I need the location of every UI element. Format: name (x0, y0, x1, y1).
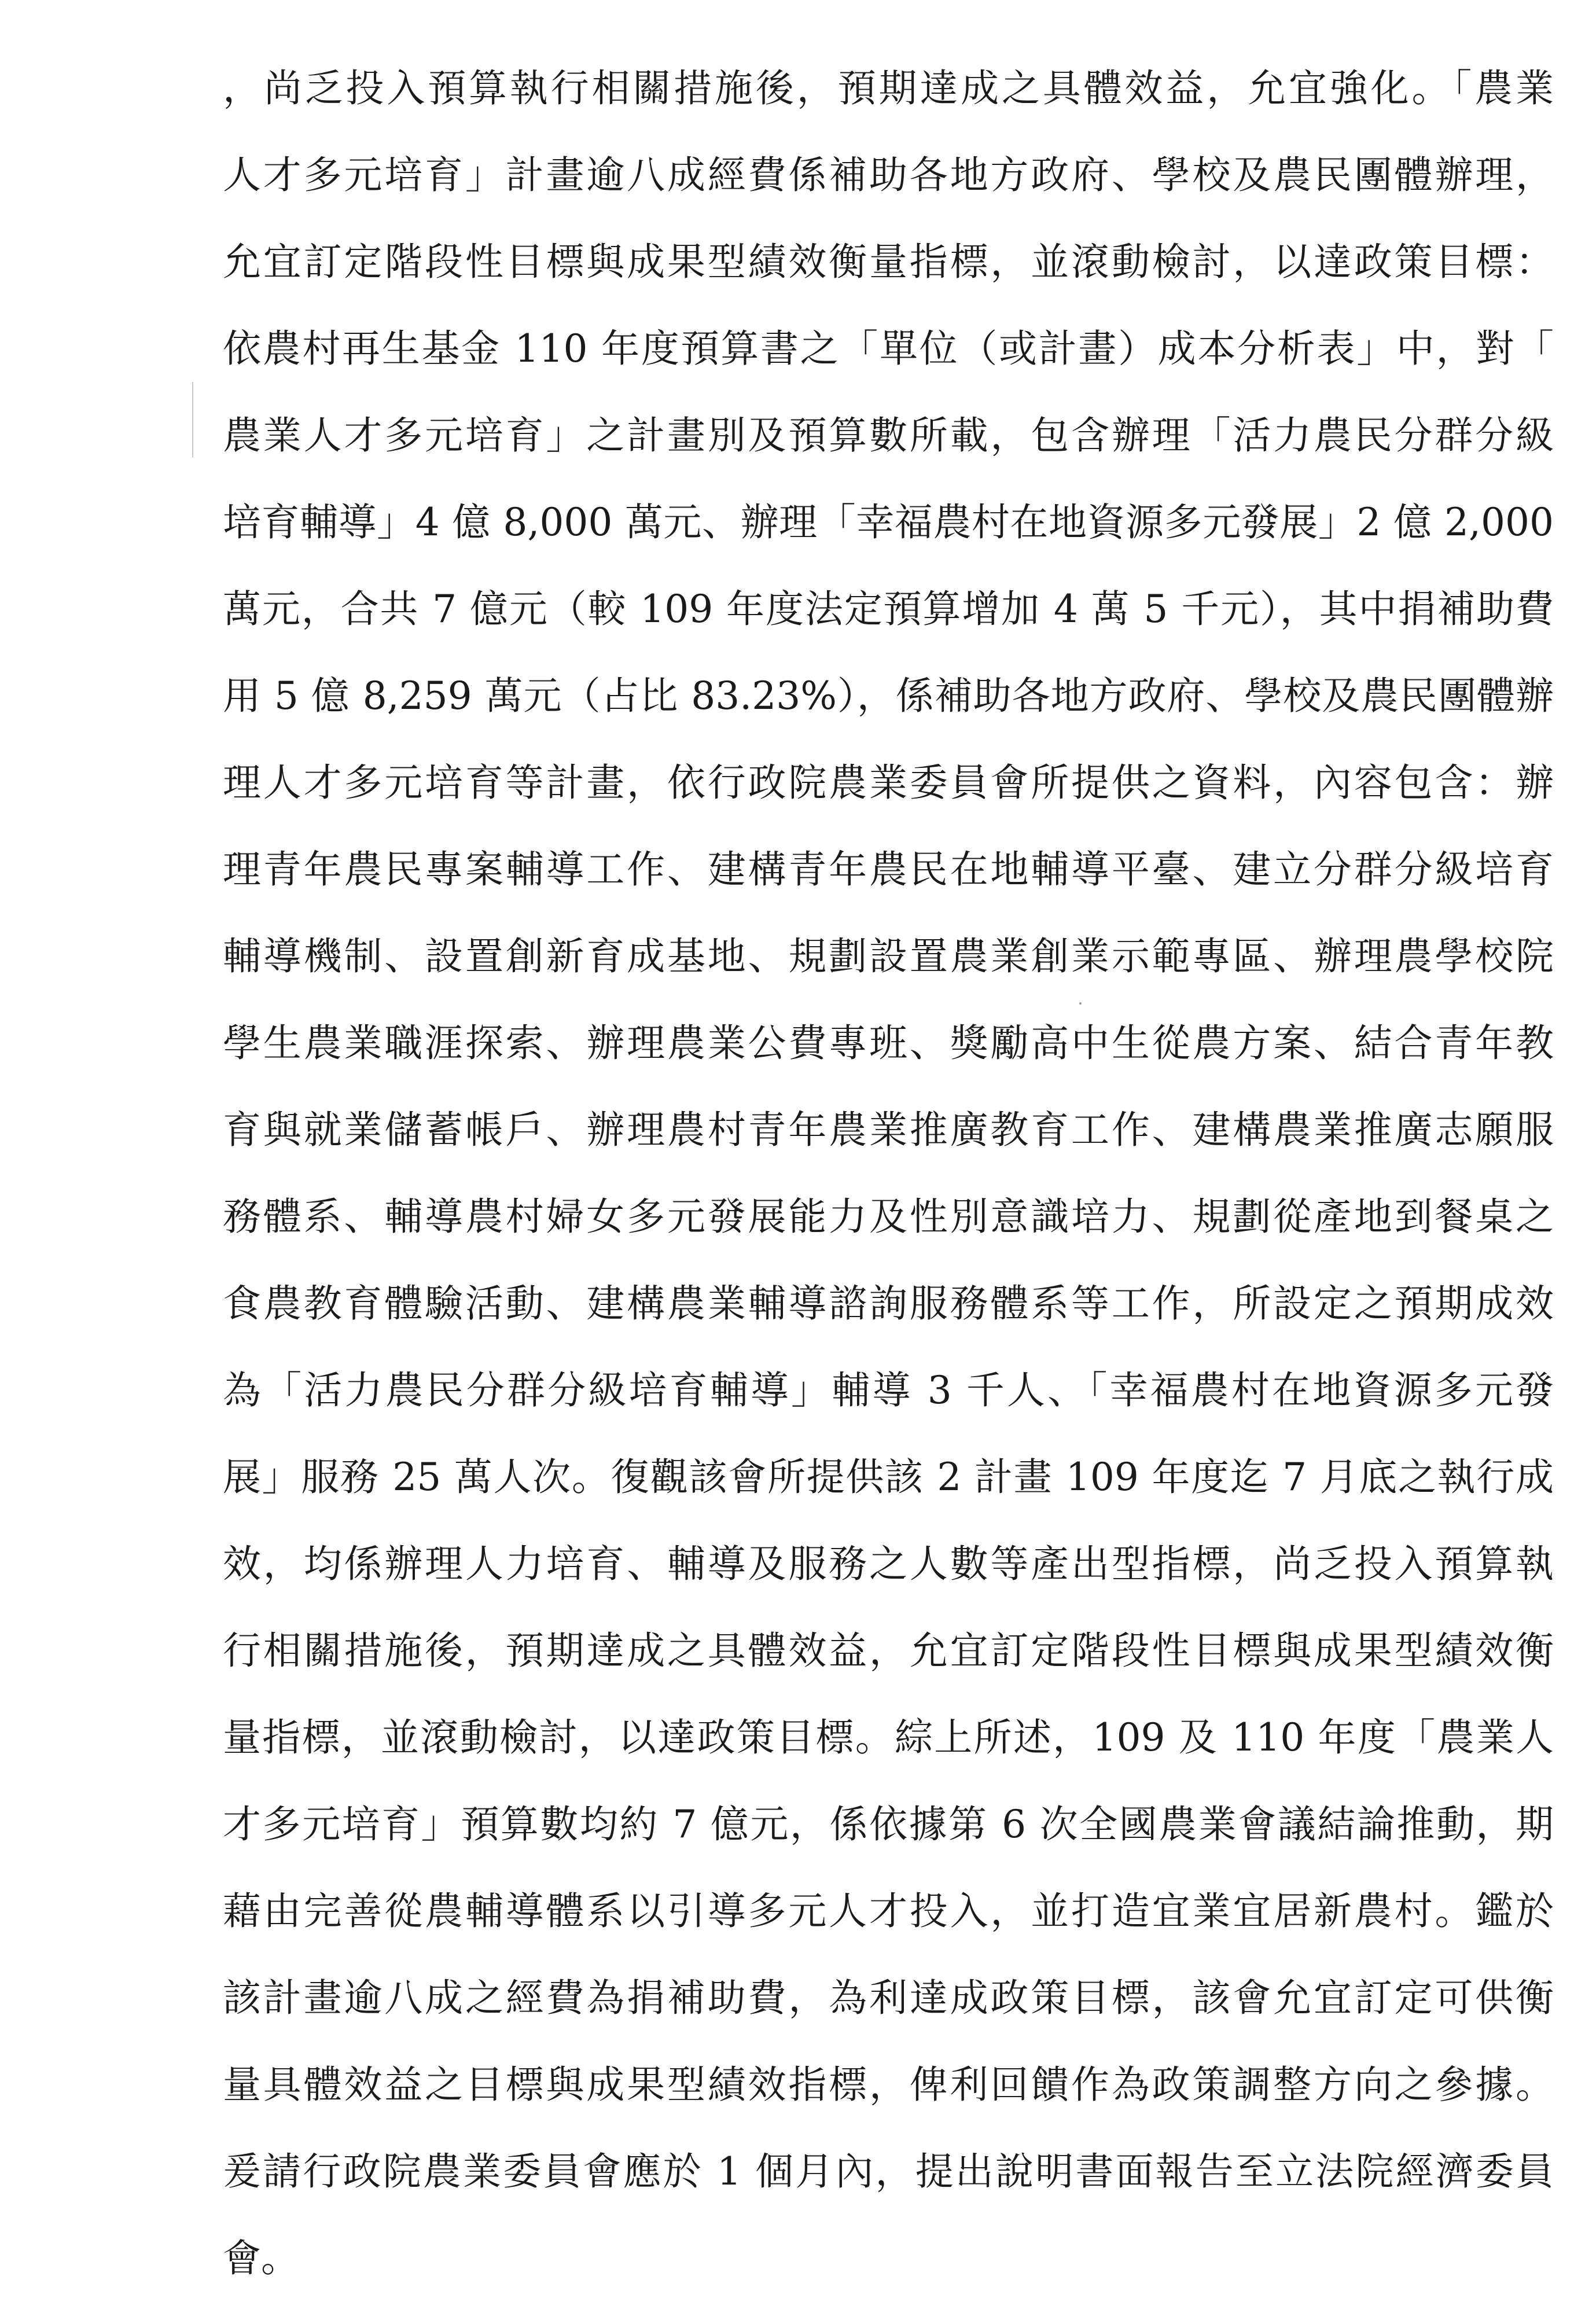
text-line: 允宜訂定階段性目標與成果型績效衡量指標，並滾動檢討，以達政策目標： (223, 240, 1554, 284)
text-line: 學生農業職涯探索、辦理農業公費專班、獎勵高中生從農方案、結合青年教 (223, 1021, 1554, 1065)
text-line: 理青年農民專案輔導工作、建構青年農民在地輔導平臺、建立分群分級培育 (223, 847, 1554, 892)
text-line: 效，均係辦理人力培育、輔導及服務之人數等產出型指標，尚乏投入預算執 (223, 1542, 1554, 1586)
body-text (223, 45, 1554, 2302)
text-line: 爰請行政院農業委員會應於 1 個月內，提出說明書面報告至立法院經濟委員 (223, 2149, 1554, 2194)
text-line: 培育輔導」4 億 8,000 萬元、辦理「幸福農村在地資源多元發展」2 億 2,000 (223, 500, 1554, 545)
text-line: 務體系、輔導農村婦女多元發展能力及性別意識培力、規劃從產地到餐桌之 (223, 1194, 1554, 1239)
text-line: 輔導機制、設置創新育成基地、規劃設置農業創業示範專區、辦理農學校院 (223, 934, 1554, 979)
margin-scan-mark (192, 382, 193, 457)
text-line: 理人才多元培育等計畫，依行政院農業委員會所提供之資料，內容包含：辦 (223, 760, 1554, 805)
text-line: 人才多元培育」計畫逾八成經費係補助各地方政府、學校及農民團體辦理， (223, 153, 1554, 197)
text-line: 量具體效益之目標與成果型績效指標，俾利回饋作為政策調整方向之參據。 (223, 2062, 1554, 2107)
text-line: 用 5 億 8,259 萬元（占比 83.23%），係補助各地方政府、學校及農民團體辦 (223, 674, 1554, 718)
text-line: 該計畫逾八成之經費為捐補助費，為利達成政策目標，該會允宜訂定可供衡 (223, 1976, 1554, 2020)
text-line: 為「活力農民分群分級培育輔導」輔導 3 千人、「幸福農村在地資源多元發 (223, 1368, 1554, 1413)
text-line: 會。 (223, 2236, 299, 2281)
text-line: 農業人才多元培育」之計畫別及預算數所載，包含辦理「活力農民分群分級 (223, 413, 1554, 458)
text-line: ，尚乏投入預算執行相關措施後，預期達成之具體效益，允宜強化。「農業 (223, 66, 1554, 111)
text-line: 食農教育體驗活動、建構農業輔導諮詢服務體系等工作，所設定之預期成效 (223, 1281, 1554, 1326)
text-line: 依農村再生基金 110 年度預算書之「單位（或計畫）成本分析表」中，對「 (223, 326, 1554, 371)
text-line: 行相關措施後，預期達成之具體效益，允宜訂定階段性目標與成果型績效衡 (223, 1628, 1554, 1673)
text-line: 萬元，合共 7 億元（較 109 年度法定預算增加 4 萬 5 千元），其中捐補助費 (223, 587, 1554, 631)
text-line: 育與就業儲蓄帳戶、辦理農村青年農業推廣教育工作、建構農業推廣志願服 (223, 1108, 1554, 1152)
text-line: 量指標，並滾動檢討，以達政策目標。綜上所述，109 及 110 年度「農業人 (223, 1715, 1554, 1760)
text-line: 才多元培育」預算數均約 7 億元，係依據第 6 次全國農業會議結論推動，期 (223, 1802, 1554, 1847)
text-line: 藉由完善從農輔導體系以引導多元人才投入，並打造宜業宜居新農村。鑑於 (223, 1889, 1554, 1933)
text-line: 展」服務 25 萬人次。復觀該會所提供該 2 計畫 109 年度迄 7 月底之執行成 (223, 1455, 1554, 1499)
